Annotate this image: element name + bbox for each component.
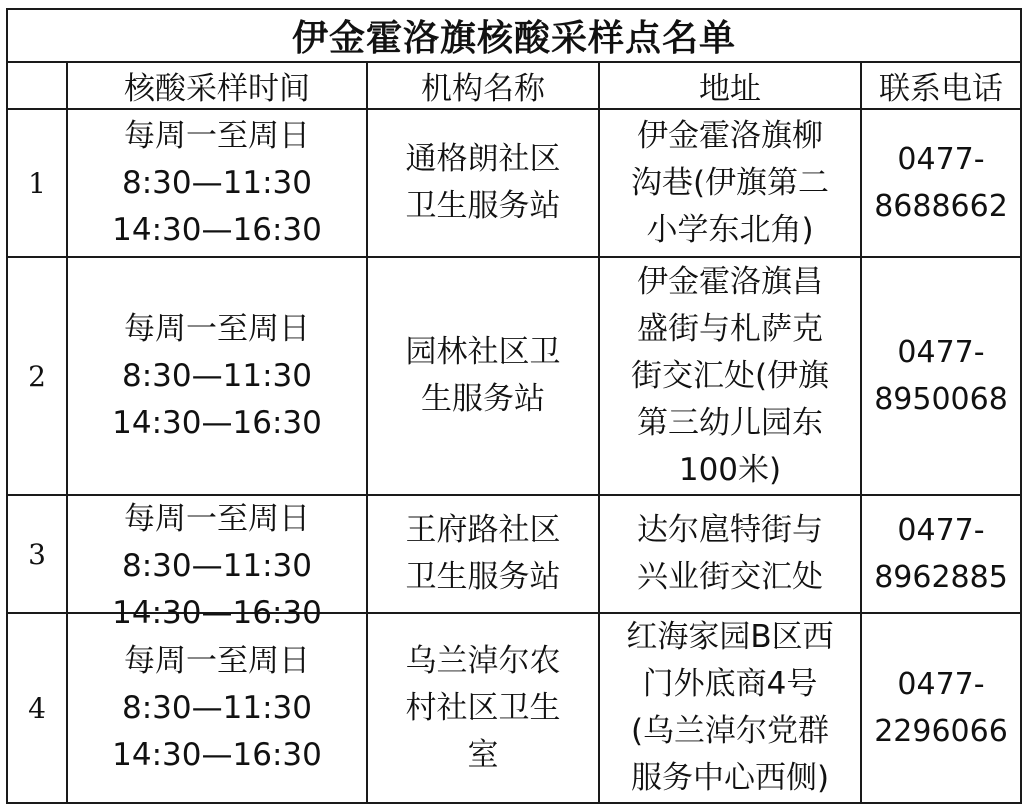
header-time: 核酸采样时间 <box>67 62 367 109</box>
row-time-cell <box>67 495 367 631</box>
row-address-cell <box>599 495 861 613</box>
row-time-cell <box>67 613 367 803</box>
header-address: 地址 <box>599 62 861 109</box>
row-phone-cell <box>861 495 1021 613</box>
header-row <box>7 62 1021 109</box>
row-phone-cell <box>861 613 1021 803</box>
row-address: 红海家园B区西 门外底商4号 (乌兰淖尔党群 服务中心西侧) <box>626 619 834 796</box>
row-org-cell <box>367 109 599 257</box>
row-org: 乌兰淖尔农 村社区卫生 室 <box>405 642 561 773</box>
row-phone-cell <box>861 109 1021 257</box>
row-address: 伊金霍洛旗柳 沟巷(伊旗第二 小学东北角) <box>630 117 830 248</box>
row-time: 每周一至周日 8:30—11:30 14:30—16:30 <box>112 642 322 773</box>
sampling-sites-table <box>6 8 1022 804</box>
row-phone: 0477- 2296066 <box>874 667 1008 749</box>
table-row <box>7 257 1021 495</box>
row-org: 通格朗社区 卫生服务站 <box>405 141 561 224</box>
table-title: 伊金霍洛旗核酸采样点名单 <box>7 9 1021 62</box>
row-index: 3 <box>7 495 67 613</box>
row-phone: 0477- 8950068 <box>874 335 1008 417</box>
row-address-cell <box>599 257 861 495</box>
row-org: 王府路社区 卫生服务站 <box>405 512 561 595</box>
row-address: 伊金霍洛旗昌 盛街与札萨克 街交汇处(伊旗 第三幼儿园东 100米) <box>630 263 830 488</box>
row-address: 达尔扈特街与 兴业街交汇处 <box>637 512 823 595</box>
row-org: 园林社区卫 生服务站 <box>405 334 561 417</box>
row-address-cell <box>599 613 861 803</box>
row-time-cell <box>67 257 367 495</box>
table-row <box>7 613 1021 803</box>
row-time: 每周一至周日 8:30—11:30 14:30—16:30 <box>112 501 322 631</box>
title-row <box>7 9 1021 62</box>
row-index: 1 <box>7 109 67 257</box>
row-index: 4 <box>7 613 67 803</box>
row-org-cell <box>367 257 599 495</box>
row-org-cell <box>367 495 599 613</box>
table-row <box>7 109 1021 257</box>
row-phone-cell <box>861 257 1021 495</box>
table-row <box>7 495 1021 613</box>
row-time-cell <box>67 109 367 257</box>
header-org: 机构名称 <box>367 62 599 109</box>
header-phone: 联系电话 <box>861 62 1021 109</box>
header-index <box>7 62 67 109</box>
row-org-cell <box>367 613 599 803</box>
row-address-cell <box>599 109 861 257</box>
row-index: 2 <box>7 257 67 495</box>
row-phone: 0477- 8688662 <box>874 142 1008 224</box>
row-time: 每周一至周日 8:30—11:30 14:30—16:30 <box>112 310 322 441</box>
row-time: 每周一至周日 8:30—11:30 14:30—16:30 <box>112 117 322 248</box>
row-phone: 0477- 8962885 <box>874 513 1008 595</box>
